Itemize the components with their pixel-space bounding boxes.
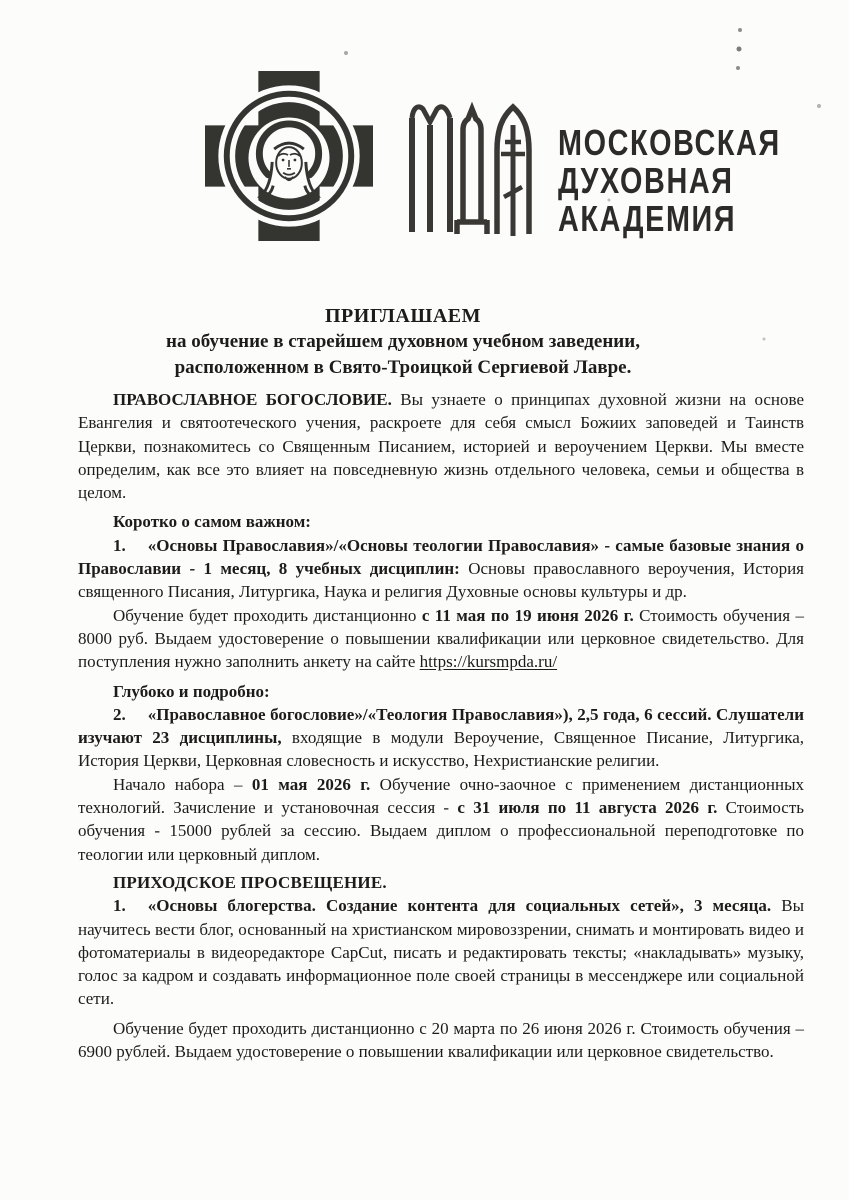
course-item-blogging-basics [78,894,804,1010]
document-body [78,388,804,1063]
invitation-subtitle-line-1: на обучение в старейшем духовном учебном заведении, [166,331,640,352]
course-item-orthodoxy-basics [78,534,804,604]
item-number: 1. [113,896,126,916]
course-description: входящие в модули Вероучение, Священное Писание, Литургика, История Церкви, Церковная словесность и искусство, Нехристианские религии. [78,728,804,771]
basics-dates: с 11 мая по 19 июня 2026 г. [421,605,634,625]
course-description: Вы научитесь вести блог, основанный на христианском мировоззрении, снимать и монтировать видео и фотоматериалы в видеоредакторе CapCut, писать и редактировать тексты; «накладывать» музыку, голос за кадром и создавать информационное поле своей страницы в мессенджере или социальной сети. [78,896,804,1009]
parish-section-heading: ПРИХОДСКОЕ ПРОСВЕЩЕНИЕ. [113,872,387,892]
document-content [78,303,804,1063]
org-name [558,124,781,238]
short-overview-label: Коротко о самом важном: [113,512,311,532]
theology-enrollment-paragraph: Начало набора – 01 мая 2026 г. Обучение очно-заочное с применением дистанционных технологий. Зачисление и установочная сессия - с 31 июля по 11 августа 2026 г. Стоимость обучения - 15000 рублей за сессию. Выдаем диплом о профессиональной переподготовке по теологии или церковный диплом. [78,774,805,864]
org-name-line-1: МОСКОВСКАЯ [558,122,781,163]
basics-schedule-paragraph: Обучение будет проходить дистанционно с 11 мая по 19 июня 2026 г. Стоимость обучения – 8000 руб. Выдаем удостоверение о повышении квалификации или церковное свидетельство. Для поступления нужно заполнить анкету на сайте https://kursmpda.ru/ [78,605,804,672]
blogging-schedule-paragraph: Обучение будет проходить дистанционно с 20 марта по 26 июня 2026 г. Стоимость обучения – 6900 рублей. Выдаем удостоверение о повышении квалификации или церковное свидетельство. [78,1018,804,1062]
scan-artifacts [0,0,2,2]
invitation-title-block [78,303,728,381]
item-number: 2. [113,704,126,724]
theology-section-heading: ПРАВОСЛАВНОЕ БОГОСЛОВИЕ. [113,390,392,409]
theology-intro-paragraph [78,388,804,504]
session-dates: с 31 июля по 11 августа 2026 г. [457,798,718,818]
enrollment-start-date: 01 мая 2026 г. [251,774,371,794]
course-title-bold: «Православное богословие»/«Теология Православия»), 2,5 года, 6 сессий. Слушатели изучают 23 дисциплины, [78,704,804,748]
application-site-link[interactable]: https://kursmpda.ru/ [419,652,558,672]
org-name-line-2: ДУХОВНАЯ [558,160,734,201]
course-description: Основы православного вероучения, История священного Писания, Литургика, Наука и религия Духовные основы культуры и др. [78,559,804,602]
course-title-bold: «Основы Православия»/«Основы теологии Православия» - самые базовые знания о Православии - 1 месяц, 8 учебных дисциплин: [78,535,804,579]
course-title-bold: «Основы блогерства. Создание контента для социальных сетей», 3 месяца. [147,896,772,916]
course-item-orthodox-theology [78,703,804,773]
theology-intro-text: Вы узнаете о принципах духовной жизни на основе Евангелия и святоотеческого учения, раскроете для себя смысл Божиих заповедей и Таинств Церкви, познакомитесь со Священным Писанием, историей и вероучением Церкви. Мы вместе определим, как все это влияет на повседневную жизнь отдельного человека, семьи и общества в целом. [78,390,805,503]
invitation-subtitle-line-2: расположенном в Свято-Троицкой Сергиевой Лавре. [174,357,632,378]
academy-cross-emblem-icon [205,70,373,242]
invitation-title: ПРИГЛАШАЕМ [324,305,481,327]
org-name-line-3: АКАДЕМИЯ [558,198,737,239]
item-number: 1. [113,535,126,555]
deep-study-label: Глубоко и подробно: [113,681,270,701]
mda-monogram-icon [405,92,533,236]
